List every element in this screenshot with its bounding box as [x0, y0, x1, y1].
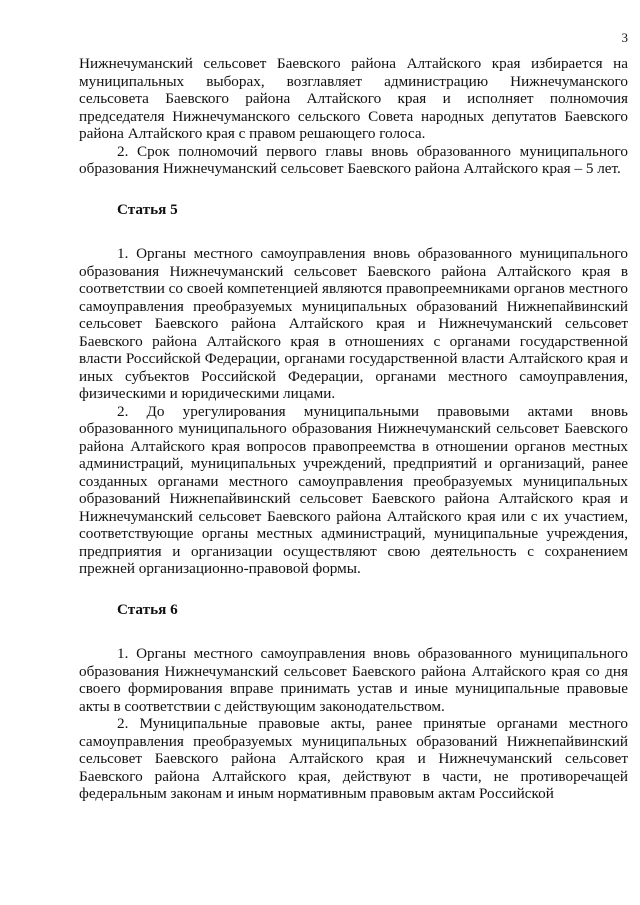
paragraph-term-of-office: 2. Срок полномочий первого главы вновь образованного муниципального образования Нижнечуманский сельсовет Баевского района Алтайского края – 5 лет.: [79, 142, 628, 177]
paragraph-continuation: Нижнечуманский сельсовет Баевского района Алтайского края избирается на муниципальных выборах, возглавляет администрацию Нижнечуманского сельсовета Баевского района Алтайского края и исполняет полномочия председателя Нижнечуманского сельского Совета народных депутатов Баевского района Алтайского края с правом решающего голоса.: [79, 55, 628, 142]
article-5-heading: Статья 5: [117, 200, 178, 218]
article-5-paragraph-2: 2. До урегулирования муниципальными правовыми актами вновь образованного муниципального образования Нижнечуманский сельсовет Баевского района Алтайского края вопросов правопреемства в отношении органов местных администраций, муниципальных учреждений, предприятий и организаций, ранее созданных органами местного самоуправления преобразуемых муниципальных образований Нижнепайвинский сельсовет Баевского района Алтайского края и Нижнечуманский сельсовет Баевского района Алтайского края или с их участием, соответствующие органы местных администраций, муниципальные учреждения, предприятия и организации осуществляют свою деятельность с сохранением прежней организационно-правовой формы.: [79, 402, 628, 577]
page-number: 3: [621, 30, 628, 45]
document-body: [79, 55, 628, 803]
article-6-heading: Статья 6: [117, 600, 178, 618]
article-5-paragraph-1: 1. Органы местного самоуправления вновь образованного муниципального образования Нижнечуманский сельсовет Баевского района Алтайского края в соответствии со своей компетенцией являются правопреемниками органов местного самоуправления преобразуемых муниципальных образований Нижнепайвинский сельсовет Баевского района Алтайского края и Нижнечуманский сельсовет Баевского района Алтайского края в отношениях с органами государственной власти Российской Федерации, органами государственной власти Алтайского края и иных субъектов Российской Федерации, органами местного самоуправления, физическими и юридическими лицами.: [79, 245, 628, 402]
article-6-paragraph-1: 1. Органы местного самоуправления вновь образованного муниципального образования Нижнечуманский сельсовет Баевского района Алтайского края со дня своего формирования вправе принимать устав и иные муниципальные правовые акты в соответствии с действующим законодательством.: [79, 645, 628, 715]
article-6-paragraph-2: 2. Муниципальные правовые акты, ранее принятые органами местного самоуправления преобразуемых муниципальных образований Нижнепайвинский сельсовет Баевского района Алтайского края и Нижнечуманский сельсовет Баевского района Алтайского края, действуют в части, не противоречащей федеральным законам и иным нормативным правовым актам Российской: [79, 715, 628, 802]
